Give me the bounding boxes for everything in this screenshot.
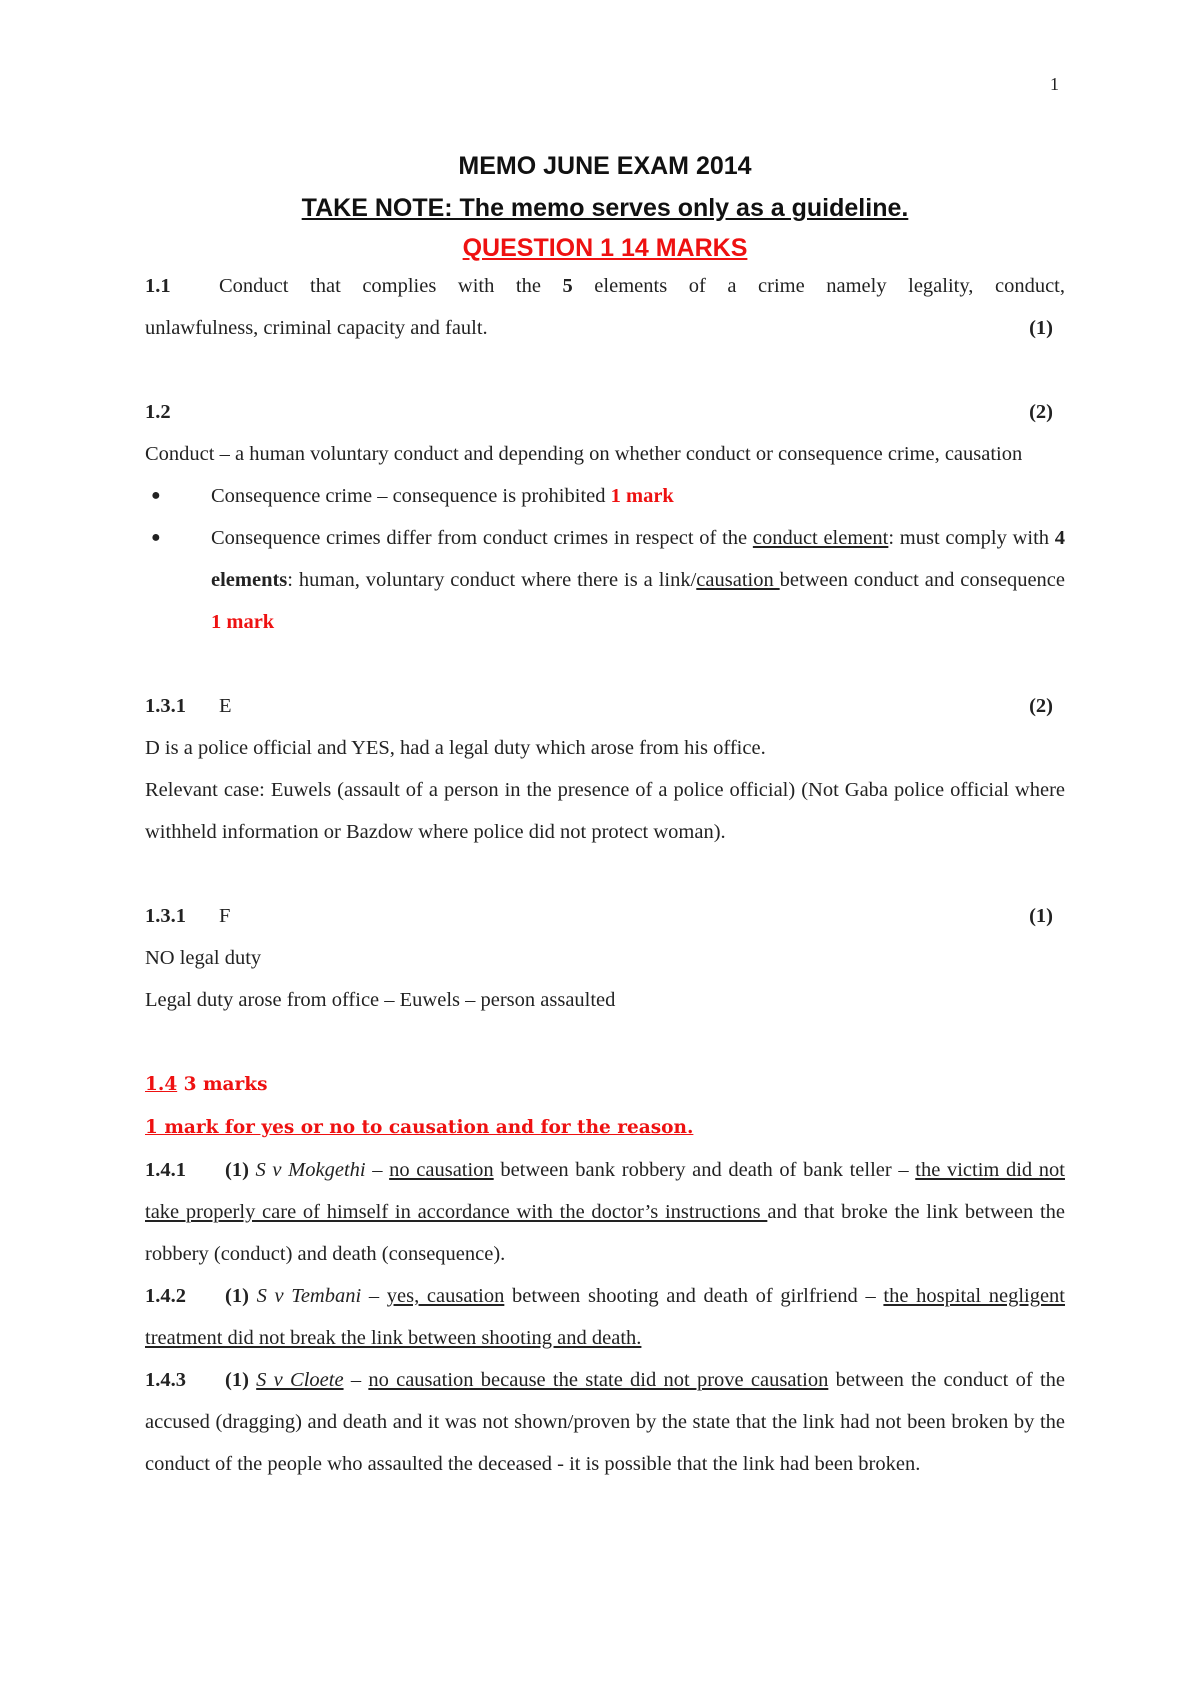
answer-text: NO legal duty xyxy=(145,947,262,969)
answer-1-4-1 xyxy=(145,1149,1065,1275)
answer-text: elements of a crime namely legality, conduct, xyxy=(572,275,1065,297)
document-subtitle: TAKE NOTE: The memo serves only as a guideline. xyxy=(301,194,909,222)
dash: – xyxy=(365,1159,390,1181)
answer-text: between the conduct of the accused (dragging) and death and it was not shown/proven by the state that the link had not been broken by the conduct of the people who assaulted the deceased - it is possible that the link had been broken. xyxy=(145,1369,1065,1475)
bullet-item xyxy=(145,475,1065,517)
reason: the victim did not take properly care of himself in accordance with the doctor’s instructions xyxy=(145,1159,1065,1223)
section-1-4-header xyxy=(145,1063,1065,1106)
document-title: MEMO JUNE EXAM 2014 xyxy=(458,152,752,180)
section-header xyxy=(145,895,1065,937)
underlined-term: causation xyxy=(696,569,780,591)
section-1-2-intro: Conduct – a human voluntary conduct and depending on whether conduct or consequence crime, causation xyxy=(145,443,1023,465)
case-name: S v Cloete xyxy=(256,1369,344,1391)
answer-text: between bank robbery and death of bank teller – xyxy=(493,1159,916,1181)
marks-label: (2) xyxy=(1029,695,1053,717)
marks-label: (1) xyxy=(225,1159,249,1181)
answer-text: Conduct that complies with the xyxy=(219,275,563,297)
bullet-text: : must comply with xyxy=(888,527,1055,549)
bullet-text: Consequence crimes differ from conduct crimes in respect of the xyxy=(211,527,753,549)
section-number: 1.3.1 xyxy=(145,695,186,717)
section-number: 1.4 xyxy=(145,1074,178,1095)
answer-text: unlawfulness, criminal capacity and fault. xyxy=(145,317,488,339)
section-number: 1.1 xyxy=(145,275,171,297)
finding: yes, causation xyxy=(386,1285,505,1307)
reason: the hospital negligent treatment did not break the link between shooting and death. xyxy=(145,1285,1066,1349)
finding: no causation because the state did not prove causation xyxy=(368,1369,829,1391)
marking-instruction: 1 mark for yes or no to causation and for the reason. xyxy=(145,1117,694,1138)
section-1-4 xyxy=(145,1063,1065,1485)
answer-text: Legal duty arose from office – Euwels – person assaulted xyxy=(145,989,616,1011)
page-number: 1 xyxy=(1050,74,1059,94)
section-header xyxy=(145,685,1065,727)
marks-label: (1) xyxy=(1029,905,1053,927)
finding: no causation xyxy=(389,1159,494,1181)
bullet-icon: ● xyxy=(151,529,161,546)
marks-label: 3 marks xyxy=(177,1074,268,1095)
bullet-text: Consequence crime – consequence is prohibited xyxy=(211,485,611,507)
underlined-term: conduct element xyxy=(752,527,889,549)
section-1-1-line1 xyxy=(145,265,1065,307)
section-1-1 xyxy=(145,265,1065,349)
question-heading: QUESTION 1 14 MARKS xyxy=(462,234,748,262)
section-1-1-line2 xyxy=(145,307,1065,349)
case-name: S v Mokgethi xyxy=(255,1159,366,1181)
section-number: 1.4.1 xyxy=(145,1159,186,1181)
dash: – xyxy=(343,1369,369,1391)
case-name: S v Tembani xyxy=(256,1285,362,1307)
answer-text: D is a police official and YES, had a legal duty which arose from his office. xyxy=(145,737,766,759)
bullet-item xyxy=(145,517,1065,643)
mark-allocation: 1 mark xyxy=(610,485,674,507)
emphasis-number: 5 xyxy=(562,275,573,297)
answer-1-4-2 xyxy=(145,1275,1065,1359)
answer-text: Relevant case: Euwels (assault of a person in the presence of a police official) (Not Gaba police official where withheld information or Bazdow where police did not protect woman). xyxy=(145,779,1065,843)
bullet-text: : human, voluntary conduct where there is a link/ xyxy=(287,569,697,591)
marks-label: (2) xyxy=(1029,401,1053,423)
section-number: 1.4.2 xyxy=(145,1285,186,1307)
marks-label: (1) xyxy=(225,1369,249,1391)
marks-label: (1) xyxy=(225,1285,249,1307)
section-1-2 xyxy=(145,391,1065,643)
answer-letter: E xyxy=(219,695,232,717)
dash: – xyxy=(361,1285,387,1307)
section-1-4-instruction xyxy=(145,1106,1065,1149)
section-1-3-1-f xyxy=(145,895,1065,1021)
section-number: 1.2 xyxy=(145,401,171,423)
bullet-text: between conduct and consequence xyxy=(779,569,1065,591)
section-number: 1.4.3 xyxy=(145,1369,186,1391)
section-1-2-header xyxy=(145,391,1065,433)
section-1-3-1-e xyxy=(145,685,1065,853)
answer-1-4-3 xyxy=(145,1359,1065,1485)
marks-label: (1) xyxy=(1029,317,1053,339)
bold-term: 4 elements xyxy=(211,527,1066,591)
section-number: 1.3.1 xyxy=(145,905,186,927)
memo-body xyxy=(145,265,1065,1485)
answer-text: and that broke the link between the robbery (conduct) and death (consequence). xyxy=(145,1201,1065,1265)
bullet-icon: ● xyxy=(151,487,161,504)
answer-text: between shooting and death of girlfriend – xyxy=(504,1285,884,1307)
answer-letter: F xyxy=(219,905,231,927)
mark-allocation: 1 mark xyxy=(211,611,275,633)
